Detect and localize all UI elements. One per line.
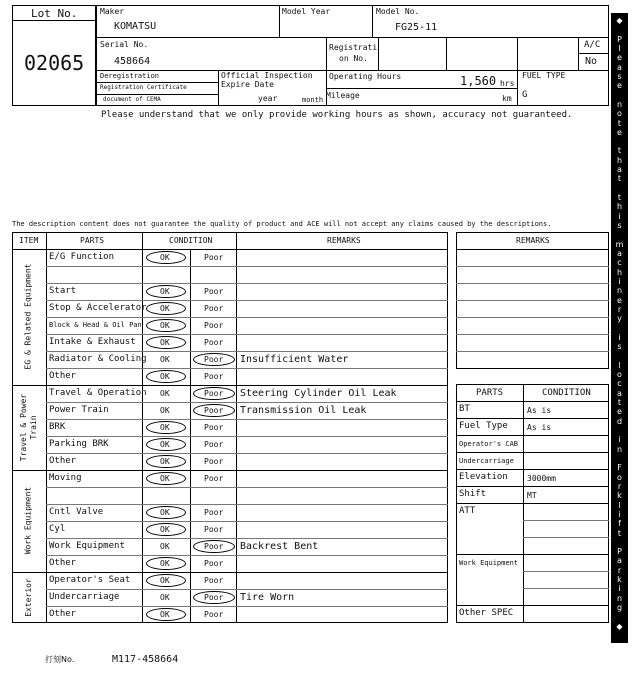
side-notice-char: ◆ [616, 16, 623, 25]
condition-poor: Poor [204, 474, 224, 483]
operating-hours-value: 1,560 [460, 74, 497, 88]
right-remarks-header: REMARKS [516, 236, 550, 245]
side-notice-char: k [617, 491, 622, 501]
spec-condition-value: MT [527, 491, 537, 500]
condition-ok: OK [160, 406, 170, 415]
side-notice-char: t [617, 398, 622, 408]
side-notice-char: l [618, 43, 621, 53]
spec-part-label: Work Equipment [459, 559, 519, 567]
condition-poor: Poor [204, 542, 224, 551]
ac-value: No [585, 56, 598, 67]
ok-circle-mark [146, 251, 186, 264]
condition-poor: Poor [204, 355, 224, 364]
spec-part-label: Shift [459, 489, 487, 499]
spec-condition-value: As is [527, 406, 552, 415]
side-notice-char: P [617, 547, 622, 557]
registration-certificate-label: Registration Certificate [100, 84, 187, 91]
condition-poor: Poor [204, 576, 224, 585]
spec-sub-line [523, 537, 609, 538]
side-notice-char: a [617, 556, 622, 566]
side-notice-char: ◆ [616, 621, 623, 631]
remarks-line [456, 266, 609, 267]
condition-ok: OK [160, 525, 170, 534]
side-notice-char: o [617, 109, 622, 119]
condition-poor: Poor [204, 525, 224, 534]
side-notice-char: y [617, 314, 622, 324]
side-notice-char: n [616, 286, 623, 296]
side-notice-char: h [616, 155, 623, 165]
side-notice-char: i [618, 211, 621, 221]
side-notice-char: c [617, 379, 622, 389]
ok-circle-mark [146, 370, 186, 383]
row-divider [46, 283, 448, 284]
spec-condition-value: 3000mm [527, 474, 556, 483]
spec-part-label: ATT [459, 506, 476, 516]
condition-poor: Poor [204, 610, 224, 619]
side-notice-char: r [617, 304, 622, 314]
condition-poor: Poor [204, 508, 224, 517]
side-notice-char: t [617, 174, 622, 184]
side-notice-char: e [617, 53, 622, 63]
inspection-label-2: Expire Date [221, 80, 274, 89]
part-label: E/G Function [49, 252, 115, 262]
right-parts-header: PARTS [476, 388, 504, 398]
side-notice-char: f [618, 519, 621, 529]
side-notice-char: n [616, 444, 623, 454]
spec-part-label: BT [459, 404, 470, 414]
side-notice-char: i [618, 509, 621, 519]
ok-circle-mark [146, 608, 186, 621]
spec-part-label: Elevation [459, 472, 508, 482]
side-notice-char: g [616, 603, 623, 613]
condition-ok: OK [160, 338, 170, 347]
row-divider [46, 487, 448, 488]
condition-poor: Poor [204, 304, 224, 313]
part-label: Other [49, 609, 77, 619]
poor-circle-mark [193, 353, 235, 366]
side-notice-char: r [617, 481, 622, 491]
side-notice-char: P [617, 34, 622, 44]
side-notice-char: i [618, 332, 621, 342]
side-notice-char: s [617, 221, 622, 230]
part-label: Parking BRK [49, 439, 109, 449]
col-condition-header: CONDITION [169, 236, 213, 245]
row-divider [46, 436, 448, 437]
spec-sub-line [523, 520, 609, 521]
side-notice-char: F [617, 463, 622, 473]
part-label: Moving [49, 473, 82, 483]
condition-poor: Poor [204, 440, 224, 449]
condition-ok: OK [160, 423, 170, 432]
part-label: Other [49, 456, 77, 466]
condition-ok: OK [160, 576, 170, 585]
side-notice-char: o [617, 472, 622, 482]
group-label: EG & Related Equipment [23, 263, 33, 370]
remarks-line [456, 300, 609, 301]
col-item-header: ITEM [19, 236, 39, 245]
row-divider [46, 538, 448, 539]
remark-text: Tire Worn [240, 592, 295, 603]
side-notice-char: t [617, 528, 622, 538]
poor-circle-mark [193, 404, 235, 417]
side-notice-bar [611, 13, 628, 643]
row-divider [46, 351, 448, 352]
part-label: Other [49, 558, 77, 568]
year-label: year [258, 94, 278, 103]
parts-row-divider [456, 486, 609, 487]
side-notice-char: i [618, 435, 621, 445]
ok-circle-mark [146, 506, 186, 519]
model-year-label: Model Year [282, 7, 331, 16]
serial-label: Serial No. [100, 40, 149, 49]
cema-label: document of CEMA [103, 96, 161, 103]
part-label: Work Equipment [49, 541, 125, 551]
condition-ok: OK [160, 610, 170, 619]
part-label: Block & Head & Oil Pan [49, 321, 142, 329]
right-condition-header: CONDITION [542, 388, 591, 398]
serial-value: 458664 [114, 56, 151, 67]
condition-poor: Poor [204, 321, 224, 330]
condition-ok: OK [160, 355, 170, 364]
condition-ok: OK [160, 593, 170, 602]
side-notice-char: d [616, 416, 623, 426]
ok-circle-mark [146, 302, 186, 315]
parts-row-divider [456, 452, 609, 453]
side-notice-char: m [615, 239, 624, 249]
group-label: Travel & Power [18, 393, 28, 461]
mileage-label: Mileage [326, 91, 360, 100]
condition-ok: OK [160, 457, 170, 466]
inspection-label-1: Official Inspection [221, 71, 313, 80]
condition-ok: OK [160, 474, 170, 483]
part-label: Travel & Operation [49, 388, 147, 398]
col-parts-header: PARTS [80, 236, 105, 245]
model-no-label: Model No. [376, 7, 420, 16]
fuel-type-value: G [522, 90, 528, 100]
side-notice-char: e [617, 127, 622, 137]
model-no-value: FG25-11 [395, 22, 438, 33]
condition-ok: OK [160, 440, 170, 449]
ac-label: A/C [584, 40, 601, 50]
condition-ok: OK [160, 287, 170, 296]
row-divider [46, 589, 448, 590]
side-notice-char: n [616, 99, 623, 109]
col-remarks-header: REMARKS [327, 236, 361, 245]
side-notice-char: a [617, 62, 622, 72]
part-label: BRK [49, 422, 66, 432]
ok-circle-mark [146, 285, 186, 298]
condition-poor: Poor [204, 372, 224, 381]
ok-circle-mark [146, 421, 186, 434]
spec-part-label: Fuel Type [459, 421, 508, 431]
side-notice-char: a [617, 165, 622, 175]
poor-circle-mark [193, 591, 235, 604]
condition-ok: OK [160, 389, 170, 398]
fuel-type-label: FUEL TYPE [522, 71, 566, 80]
part-label: Cntl Valve [49, 507, 104, 517]
side-notice-char: s [617, 71, 622, 81]
condition-poor: Poor [204, 389, 224, 398]
spec-part-label: Operator's CAB [459, 440, 519, 448]
operating-hours-label: Operating Hours [329, 72, 402, 81]
spec-part-label: Other SPEC [459, 608, 514, 618]
condition-poor: Poor [204, 287, 224, 296]
stamp-value: M117-458664 [112, 654, 179, 665]
parts-row-divider [456, 503, 609, 504]
row-divider [46, 317, 448, 318]
row-divider [46, 521, 448, 522]
condition-poor: Poor [204, 593, 224, 602]
row-divider [46, 334, 448, 335]
part-label: Undercarriage [49, 592, 120, 602]
part-label: Other [49, 371, 77, 381]
row-divider [46, 368, 448, 369]
group-label: Work Equipment [23, 486, 33, 555]
condition-poor: Poor [204, 253, 224, 262]
condition-ok: OK [160, 321, 170, 330]
parts-row-divider [456, 418, 609, 419]
ok-circle-mark [146, 574, 186, 587]
spec-condition-value: As is [527, 423, 552, 432]
condition-poor: Poor [204, 338, 224, 347]
parts-row-divider [456, 469, 609, 470]
hours-notice: Please understand that we only provide working hours as shown, accuracy not guaranteed. [101, 110, 573, 120]
remarks-line [456, 334, 609, 335]
maker-label: Maker [100, 7, 125, 16]
side-notice-char: r [617, 565, 622, 575]
condition-ok: OK [160, 253, 170, 262]
lot-number: 02065 [24, 51, 85, 75]
side-notice-char: h [616, 267, 623, 277]
group-divider [12, 470, 448, 471]
condition-ok: OK [160, 372, 170, 381]
ok-circle-mark [146, 472, 186, 485]
ok-circle-mark [146, 557, 186, 570]
side-notice-char: o [617, 370, 622, 380]
row-divider [46, 402, 448, 403]
km-unit: km [502, 94, 512, 103]
part-label: Cyl [49, 524, 66, 534]
parts-row-divider [456, 435, 609, 436]
condition-ok: OK [160, 304, 170, 313]
parts-row-divider [456, 605, 609, 606]
side-notice-char: t [617, 146, 622, 156]
condition-poor: Poor [204, 423, 224, 432]
side-notice-char: a [617, 388, 622, 398]
remark-text: Backrest Bent [240, 541, 319, 552]
part-label: Power Train [49, 405, 109, 415]
registration-label-1: Registrati [329, 43, 378, 52]
part-label: Operator's Seat [49, 575, 131, 585]
month-label: month [302, 96, 324, 104]
side-notice-char: e [617, 295, 622, 305]
row-divider [46, 504, 448, 505]
condition-ok: OK [160, 559, 170, 568]
row-divider [46, 300, 448, 301]
side-notice-char: c [617, 258, 622, 268]
remarks-line [456, 317, 609, 318]
side-notice-char: e [617, 81, 622, 91]
remark-text: Insufficient Water [240, 354, 349, 365]
poor-circle-mark [193, 387, 235, 400]
description-notice: The description content does not guarantee the quality of product and ACE will not accept any claims caused by the descriptions. [12, 220, 552, 228]
hrs-unit: hrs [500, 79, 515, 88]
row-divider [46, 453, 448, 454]
remark-text: Transmission Oil Leak [240, 405, 367, 416]
row-divider [46, 266, 448, 267]
condition-table [12, 232, 448, 623]
ok-circle-mark [146, 455, 186, 468]
side-notice-char: i [618, 276, 621, 286]
remarks-line [456, 351, 609, 352]
parts-row-divider [456, 554, 609, 555]
side-notice-char: l [618, 500, 621, 510]
lot-label: Lot No. [31, 7, 78, 20]
side-notice-char: e [617, 407, 622, 417]
side-notice-char: k [617, 575, 622, 585]
spec-part-label: Undercarriage [459, 457, 514, 465]
deregistration-label: Deregistration [100, 72, 160, 80]
remark-text: Steering Cylinder Oil Leak [240, 388, 397, 399]
group-divider [12, 572, 448, 573]
spec-sub-line [523, 588, 609, 589]
row-divider [46, 419, 448, 420]
part-label: Radiator & Cooling [49, 354, 147, 364]
part-label: Intake & Exhaust [49, 337, 136, 347]
side-notice-char: l [618, 360, 621, 370]
stamp-label: 打刻No. [45, 655, 75, 664]
ok-circle-mark [146, 319, 186, 332]
side-notice-char: n [616, 593, 623, 603]
side-notice-char: t [617, 118, 622, 128]
remarks-line [456, 283, 609, 284]
condition-poor: Poor [204, 406, 224, 415]
group-divider [12, 385, 448, 386]
side-notice-char: h [616, 202, 623, 212]
part-label: Start [49, 286, 77, 296]
ok-circle-mark [146, 523, 186, 536]
condition-ok: OK [160, 508, 170, 517]
condition-poor: Poor [204, 457, 224, 466]
side-notice-char: a [617, 248, 622, 258]
side-notice-char: t [617, 193, 622, 203]
side-notice-char: i [618, 584, 621, 594]
poor-circle-mark [193, 540, 235, 553]
maker-value: KOMATSU [114, 21, 157, 32]
ok-circle-mark [146, 336, 186, 349]
spec-sub-line [523, 571, 609, 572]
side-notice-char: s [617, 342, 622, 352]
ok-circle-mark [146, 438, 186, 451]
group-label: Train [28, 414, 38, 440]
condition-ok: OK [160, 542, 170, 551]
condition-poor: Poor [204, 559, 224, 568]
row-divider [46, 555, 448, 556]
part-label: Stop & Accelerator [49, 303, 147, 313]
row-divider [46, 606, 448, 607]
group-label: Exterior [23, 577, 33, 617]
registration-label-2: on No. [339, 54, 368, 63]
